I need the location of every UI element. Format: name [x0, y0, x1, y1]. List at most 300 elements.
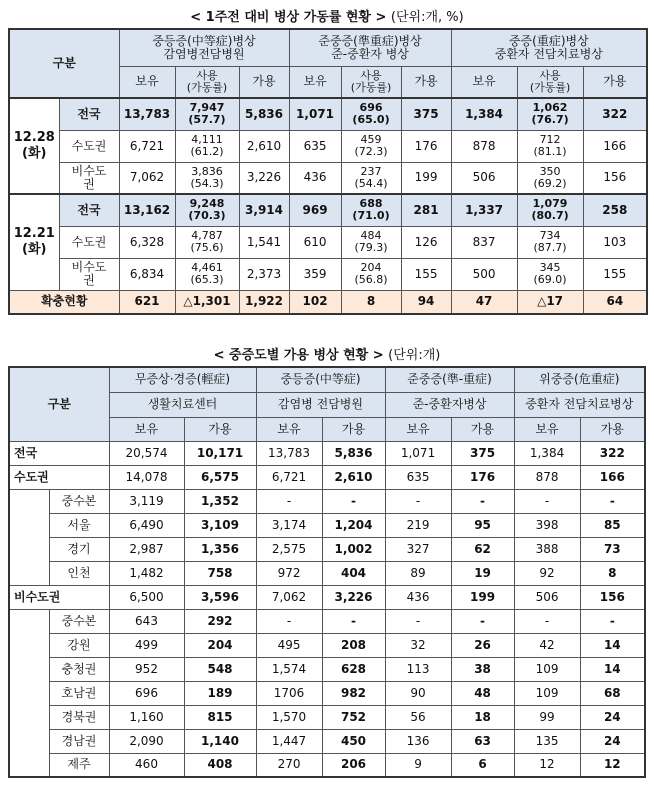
value-cell: 68	[580, 681, 645, 705]
use-cell	[341, 162, 401, 194]
value-cell: 878	[514, 465, 580, 489]
use-value: 204	[360, 261, 382, 274]
use-cell	[341, 130, 401, 162]
value-cell: -	[514, 489, 580, 513]
sub-rate-label: (가동률)	[529, 80, 571, 94]
value-cell: 506	[514, 585, 580, 609]
table2-title-text: < 중증도별 가용 병상 현황 >	[213, 348, 384, 363]
sub-avail: 가용	[184, 417, 256, 441]
value-cell: -	[451, 609, 514, 633]
use-cell	[341, 226, 401, 258]
value-cell: 63	[451, 729, 514, 753]
value-cell: 219	[385, 513, 451, 537]
avail-cell: 155	[583, 258, 647, 290]
use-value: 459	[360, 133, 382, 146]
value-cell: 952	[109, 657, 184, 681]
group-semi-line2: 준-중환자병상	[385, 392, 514, 417]
sub-avail: 가용	[583, 66, 647, 98]
value-cell: -	[322, 609, 385, 633]
sub-avail: 가용	[322, 417, 385, 441]
use-cell	[517, 130, 583, 162]
use-cell	[175, 162, 239, 194]
use-value: 4,111	[191, 133, 223, 146]
subregion-label: 충청권	[49, 657, 109, 681]
value-cell: 635	[385, 465, 451, 489]
own-cell: 837	[451, 226, 517, 258]
sub-use-label: 사용	[539, 68, 561, 82]
value-cell: 24	[580, 705, 645, 729]
use-value: 237	[360, 164, 382, 178]
subregion-label: 서울	[49, 513, 109, 537]
date-label: 12.28	[13, 130, 55, 145]
value-cell: 24	[580, 729, 645, 753]
own-cell: 1,071	[289, 98, 341, 130]
own-cell: 610	[289, 226, 341, 258]
value-cell: 404	[322, 561, 385, 585]
value-cell: 7,062	[256, 585, 322, 609]
value-cell: 10,171	[184, 441, 256, 465]
value-cell: 99	[514, 705, 580, 729]
avail-cell: 1,541	[239, 226, 289, 258]
subregion-label: 호남권	[49, 681, 109, 705]
sub-avail: 가용	[451, 417, 514, 441]
value-cell: 3,119	[109, 489, 184, 513]
beds-row	[9, 681, 645, 705]
use-value: 734	[539, 229, 561, 242]
table1-unit: (단위:개, %)	[390, 10, 464, 25]
rate-value: (57.7)	[188, 113, 226, 127]
division-header: 구분	[9, 367, 109, 441]
group-severe-line1: 중증(重症)병상	[508, 33, 589, 48]
region-label-line1: 비수도	[71, 163, 107, 178]
value-cell: 6,721	[256, 465, 322, 489]
subregion-label: 인천	[49, 561, 109, 585]
value-cell: 1,352	[184, 489, 256, 513]
sub-own: 보유	[109, 417, 184, 441]
region-label-line2: 권	[83, 176, 95, 191]
beds-row	[9, 633, 645, 657]
own-cell: 13,783	[119, 98, 175, 130]
use-cell	[175, 130, 239, 162]
avail-cell: 3,226	[239, 162, 289, 194]
value-cell: 113	[385, 657, 451, 681]
group-header-severe	[451, 29, 647, 66]
avail-cell: 103	[583, 226, 647, 258]
group-moderate-line2: 감염병전담병원	[163, 46, 245, 61]
region-label: 전국	[59, 98, 119, 130]
own-cell: 359	[289, 258, 341, 290]
use-cell	[341, 258, 401, 290]
date-label: 12.21	[13, 226, 55, 242]
value-cell: 18	[451, 705, 514, 729]
own-cell: 878	[451, 130, 517, 162]
use-cell	[341, 194, 401, 226]
value-cell: -	[385, 609, 451, 633]
sub-own: 보유	[514, 417, 580, 441]
expansion-cell: 621	[119, 290, 175, 314]
use-value: 696	[359, 101, 383, 115]
avail-cell: 176	[401, 130, 451, 162]
rate-value: (65.0)	[352, 113, 390, 127]
own-cell: 500	[451, 258, 517, 290]
value-cell: 1,482	[109, 561, 184, 585]
beds-row	[9, 561, 645, 585]
value-cell: 1,447	[256, 729, 322, 753]
indent-spacer	[9, 609, 49, 777]
utilization-row	[9, 226, 647, 258]
value-cell: 109	[514, 657, 580, 681]
value-cell: 2,090	[109, 729, 184, 753]
value-cell: 499	[109, 633, 184, 657]
beds-row	[9, 441, 645, 465]
region-label: 수도권	[59, 130, 119, 162]
value-cell: 3,109	[184, 513, 256, 537]
group-header-moderate	[119, 29, 289, 66]
region-label	[59, 162, 119, 194]
value-cell: 388	[514, 537, 580, 561]
beds-row	[9, 729, 645, 753]
use-cell	[175, 194, 239, 226]
value-cell: 327	[385, 537, 451, 561]
value-cell: 189	[184, 681, 256, 705]
subregion-label: 제주	[49, 753, 109, 777]
utilization-row	[9, 162, 647, 194]
sub-avail: 가용	[401, 66, 451, 98]
rate-value: (79.3)	[354, 241, 388, 254]
use-cell	[517, 258, 583, 290]
rate-value: (72.3)	[354, 145, 388, 158]
value-cell: 12	[580, 753, 645, 777]
own-cell: 1,384	[451, 98, 517, 130]
rate-value: (69.2)	[533, 176, 567, 190]
rate-value: (54.3)	[190, 176, 224, 190]
value-cell: 6	[451, 753, 514, 777]
value-cell: 6,575	[184, 465, 256, 489]
value-cell: 292	[184, 609, 256, 633]
value-cell: 208	[322, 633, 385, 657]
utilization-row	[9, 258, 647, 290]
indent-spacer	[9, 489, 49, 585]
use-cell	[517, 98, 583, 130]
own-cell: 13,162	[119, 194, 175, 226]
value-cell: -	[322, 489, 385, 513]
avail-cell: 322	[583, 98, 647, 130]
value-cell: 972	[256, 561, 322, 585]
group-semi-line2: 준-중환자 병상	[331, 46, 409, 61]
value-cell: 8	[580, 561, 645, 585]
beds-row	[9, 753, 645, 777]
value-cell: 38	[451, 657, 514, 681]
value-cell: 176	[451, 465, 514, 489]
value-cell: 9	[385, 753, 451, 777]
value-cell: 6,500	[109, 585, 184, 609]
value-cell: 19	[451, 561, 514, 585]
value-cell: 90	[385, 681, 451, 705]
use-value: 4,787	[191, 229, 223, 242]
value-cell: 375	[451, 441, 514, 465]
own-cell: 6,328	[119, 226, 175, 258]
value-cell: 42	[514, 633, 580, 657]
value-cell: 5,836	[322, 441, 385, 465]
region-label-line1: 비수도	[71, 260, 107, 274]
expansion-label: 확충현황	[9, 290, 119, 314]
avail-cell: 166	[583, 130, 647, 162]
value-cell: 14	[580, 633, 645, 657]
table1-title	[0, 6, 654, 25]
own-cell: 1,337	[451, 194, 517, 226]
value-cell: 48	[451, 681, 514, 705]
avail-cell: 2,610	[239, 130, 289, 162]
avail-cell: 155	[401, 258, 451, 290]
region-label: 수도권	[9, 465, 109, 489]
use-value: 484	[360, 229, 382, 242]
expansion-cell: 1,922	[239, 290, 289, 314]
value-cell: -	[385, 489, 451, 513]
date-cell	[9, 194, 59, 290]
beds-row	[9, 489, 645, 513]
expansion-row	[9, 290, 647, 314]
utilization-row	[9, 130, 647, 162]
sub-avail: 가용	[239, 66, 289, 98]
avail-cell: 281	[401, 194, 451, 226]
use-value: 1,079	[532, 197, 568, 211]
group-critical-line2: 중환자 전담치료병상	[514, 392, 645, 417]
value-cell: 135	[514, 729, 580, 753]
value-cell: 14,078	[109, 465, 184, 489]
value-cell: -	[580, 489, 645, 513]
value-cell: -	[256, 609, 322, 633]
value-cell: 2,987	[109, 537, 184, 561]
value-cell: 408	[184, 753, 256, 777]
avail-cell: 3,914	[239, 194, 289, 226]
value-cell: 95	[451, 513, 514, 537]
subregion-label: 강원	[49, 633, 109, 657]
value-cell: 6,490	[109, 513, 184, 537]
expansion-cell: 64	[583, 290, 647, 314]
value-cell: 815	[184, 705, 256, 729]
region-label	[59, 258, 119, 290]
group-critical-line1: 위중증(危重症)	[514, 367, 645, 392]
value-cell: 109	[514, 681, 580, 705]
use-cell	[175, 258, 239, 290]
value-cell: 450	[322, 729, 385, 753]
own-cell: 436	[289, 162, 341, 194]
use-cell	[175, 226, 239, 258]
value-cell: 92	[514, 561, 580, 585]
value-cell: -	[580, 609, 645, 633]
value-cell: 758	[184, 561, 256, 585]
region-label: 수도권	[59, 226, 119, 258]
sub-own: 보유	[289, 66, 341, 98]
group-moderate-line1: 중등증(中等症)	[256, 367, 385, 392]
table1-title-text: < 1주전 대비 병상 가동률 현황 >	[190, 10, 387, 25]
value-cell: 62	[451, 537, 514, 561]
rate-value: (61.2)	[190, 145, 224, 158]
sub-use	[517, 66, 583, 98]
value-cell: 3,596	[184, 585, 256, 609]
expansion-cell: 47	[451, 290, 517, 314]
rate-value: (71.0)	[352, 209, 390, 223]
rate-value: (87.7)	[533, 241, 567, 254]
value-cell: 204	[184, 633, 256, 657]
value-cell: 136	[385, 729, 451, 753]
table2-title	[0, 344, 654, 363]
group-severe-line2: 중환자 전담치료병상	[494, 46, 603, 61]
value-cell: 322	[580, 441, 645, 465]
own-cell: 635	[289, 130, 341, 162]
beds-row	[9, 657, 645, 681]
sub-use-label: 사용	[360, 68, 382, 82]
table2-unit: (단위:개)	[388, 348, 441, 363]
avail-cell: 5,836	[239, 98, 289, 130]
value-cell: 20,574	[109, 441, 184, 465]
division-header: 구분	[9, 29, 119, 98]
beds-row	[9, 609, 645, 633]
expansion-cell: 8	[341, 290, 401, 314]
date-cell	[9, 98, 59, 194]
value-cell: 1,071	[385, 441, 451, 465]
value-cell: 73	[580, 537, 645, 561]
avail-cell: 375	[401, 98, 451, 130]
value-cell: 166	[580, 465, 645, 489]
value-cell: 1,002	[322, 537, 385, 561]
value-cell: 1,356	[184, 537, 256, 561]
value-cell: 1,574	[256, 657, 322, 681]
value-cell: -	[256, 489, 322, 513]
use-value: 9,248	[189, 197, 225, 211]
use-value: 688	[359, 197, 383, 211]
use-value: 350	[539, 164, 561, 178]
value-cell: 2,610	[322, 465, 385, 489]
beds-row	[9, 537, 645, 561]
value-cell: 495	[256, 633, 322, 657]
group-mild-line2: 생활치료센터	[109, 392, 256, 417]
use-cell	[175, 98, 239, 130]
sub-own: 보유	[256, 417, 322, 441]
value-cell: 628	[322, 657, 385, 681]
utilization-row	[9, 194, 647, 226]
use-value: 712	[539, 133, 561, 146]
group-mild-line1: 무증상·경증(輕症)	[109, 367, 256, 392]
rate-value: (65.3)	[190, 273, 224, 286]
own-cell: 969	[289, 194, 341, 226]
beds-row	[9, 705, 645, 729]
avail-cell: 156	[583, 162, 647, 194]
value-cell: 696	[109, 681, 184, 705]
group-header-semi-severe	[289, 29, 451, 66]
value-cell: 270	[256, 753, 322, 777]
own-cell: 506	[451, 162, 517, 194]
value-cell: 1,160	[109, 705, 184, 729]
value-cell: 3,226	[322, 585, 385, 609]
value-cell: 14	[580, 657, 645, 681]
value-cell: 752	[322, 705, 385, 729]
weekday-label: (화)	[22, 146, 47, 161]
avail-cell: 126	[401, 226, 451, 258]
region-label: 전국	[9, 441, 109, 465]
use-cell	[341, 98, 401, 130]
value-cell: 12	[514, 753, 580, 777]
rate-value: (76.7)	[531, 113, 569, 127]
value-cell: 460	[109, 753, 184, 777]
value-cell: 3,174	[256, 513, 322, 537]
value-cell: 982	[322, 681, 385, 705]
value-cell: 26	[451, 633, 514, 657]
own-cell: 7,062	[119, 162, 175, 194]
utilization-row	[9, 98, 647, 130]
sub-use	[175, 66, 239, 98]
subregion-label: 중수본	[49, 609, 109, 633]
value-cell: 89	[385, 561, 451, 585]
group-semi-line1: 준중증(準重症)병상	[318, 33, 422, 48]
sub-use	[341, 66, 401, 98]
beds-row	[9, 465, 645, 489]
own-cell: 6,721	[119, 130, 175, 162]
sub-avail: 가용	[580, 417, 645, 441]
use-cell	[517, 226, 583, 258]
bed-utilization-table	[8, 28, 648, 315]
region-label: 전국	[59, 194, 119, 226]
value-cell: 1,570	[256, 705, 322, 729]
value-cell: 1706	[256, 681, 322, 705]
use-value: 1,062	[532, 101, 568, 115]
value-cell: 436	[385, 585, 451, 609]
value-cell: 1,140	[184, 729, 256, 753]
rate-value: (70.3)	[188, 209, 226, 223]
sub-rate-label: (가동률)	[350, 80, 392, 94]
value-cell: 206	[322, 753, 385, 777]
region-label: 비수도권	[9, 585, 109, 609]
value-cell: 643	[109, 609, 184, 633]
expansion-cell: 94	[401, 290, 451, 314]
use-value: 345	[539, 261, 561, 274]
value-cell: -	[451, 489, 514, 513]
expansion-cell: 102	[289, 290, 341, 314]
use-value: 3,836	[191, 164, 223, 178]
rate-value: (54.4)	[354, 176, 388, 190]
region-label-line2: 권	[83, 273, 95, 287]
use-value: 7,947	[189, 101, 225, 115]
avail-cell: 199	[401, 162, 451, 194]
weekday-label: (화)	[22, 242, 47, 258]
subregion-label: 중수본	[49, 489, 109, 513]
value-cell: 1,204	[322, 513, 385, 537]
value-cell: -	[514, 609, 580, 633]
subregion-label: 경남권	[49, 729, 109, 753]
sub-use-label: 사용	[196, 68, 218, 82]
value-cell: 56	[385, 705, 451, 729]
group-semi-line1: 준중증(準-重症)	[385, 367, 514, 392]
own-cell: 6,834	[119, 258, 175, 290]
avail-cell: 2,373	[239, 258, 289, 290]
sub-own: 보유	[451, 66, 517, 98]
value-cell: 398	[514, 513, 580, 537]
group-moderate-line2: 감염병 전담병원	[256, 392, 385, 417]
value-cell: 85	[580, 513, 645, 537]
beds-row	[9, 513, 645, 537]
value-cell: 156	[580, 585, 645, 609]
beds-row	[9, 585, 645, 609]
rate-value: (56.8)	[354, 273, 388, 286]
expansion-cell: △17	[517, 290, 583, 314]
use-cell	[517, 194, 583, 226]
expansion-cell: △1,301	[175, 290, 239, 314]
available-beds-table	[8, 366, 646, 778]
use-value: 4,461	[191, 261, 223, 274]
value-cell: 1,384	[514, 441, 580, 465]
value-cell: 32	[385, 633, 451, 657]
value-cell: 548	[184, 657, 256, 681]
